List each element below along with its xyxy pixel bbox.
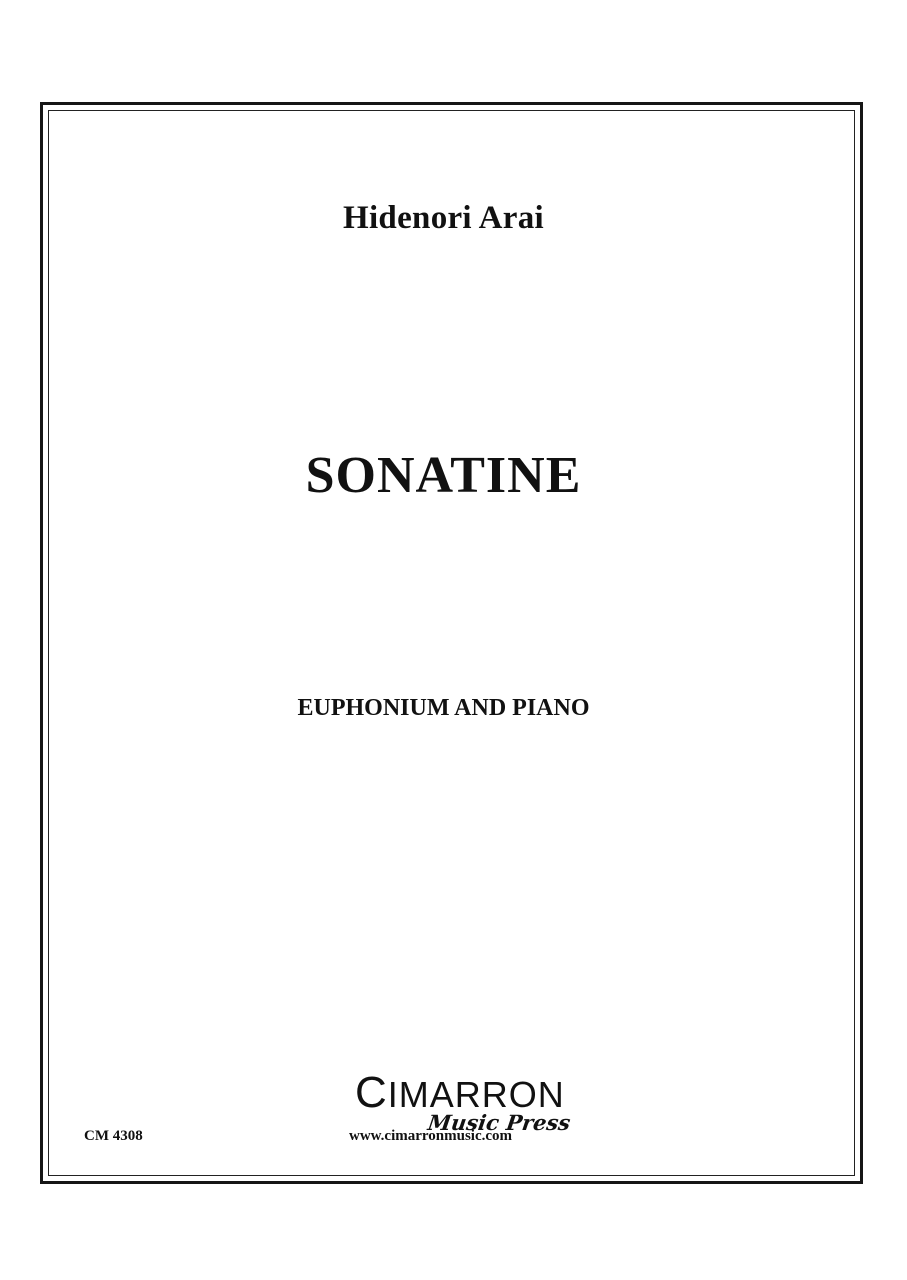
instrumentation-label: EUPHONIUM AND PIANO — [297, 695, 590, 721]
composer-name: Hidenori Arai — [343, 200, 544, 236]
publisher-website: www.cimarronmusic.com — [349, 1128, 513, 1144]
logo-initial: C — [355, 1068, 388, 1117]
inner-frame-border — [48, 110, 855, 1176]
publisher-logo-tagline: Music Press — [426, 1110, 573, 1135]
page-title: SONATINE — [305, 447, 582, 504]
logo-rest: IMARRON — [387, 1074, 565, 1115]
catalog-number: CM 4308 — [84, 1128, 143, 1144]
